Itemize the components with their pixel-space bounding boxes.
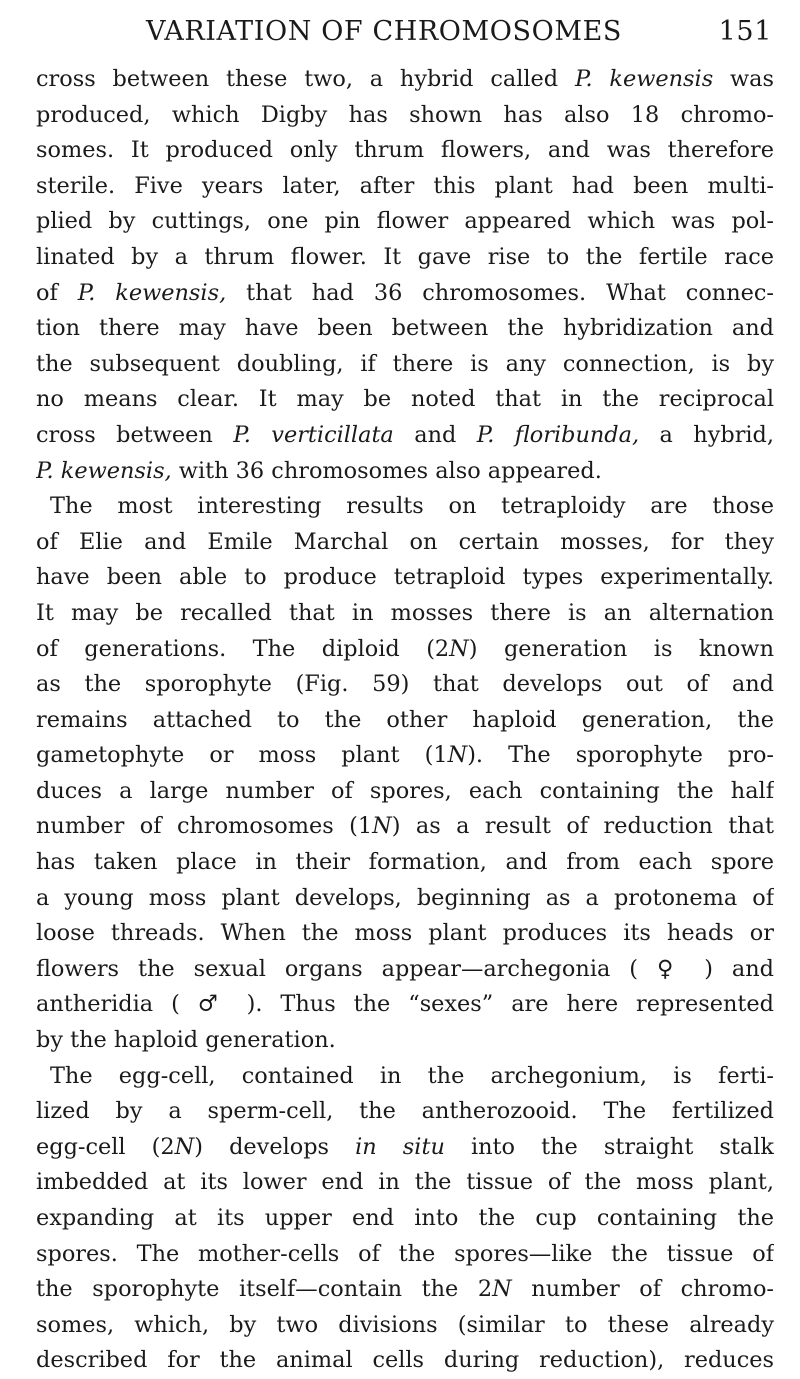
italic-run: P. kewensis: [574, 66, 714, 92]
text-run: spores. The mother-cells of the spores—like the tissue of: [36, 1240, 774, 1267]
text-line: [36, 1343, 774, 1379]
text-run: egg-cell (2: [36, 1133, 175, 1160]
text-line: [36, 1272, 774, 1308]
text-run: The most interesting results on tetraploidy are those: [50, 493, 774, 520]
text-line: [36, 204, 774, 240]
italic-run: N: [449, 635, 469, 662]
italic-run: N: [447, 742, 468, 769]
text-run: by the haploid generation.: [36, 1027, 336, 1054]
text-run: tion there may have been between the hybridization and: [36, 315, 774, 342]
text-run: ). The sporophyte pro-: [467, 742, 774, 769]
text-run: ) generation is known: [468, 635, 774, 662]
text-line: [36, 952, 774, 988]
text-line: [36, 916, 774, 952]
italic-run: N: [372, 813, 392, 840]
page-number: 151: [718, 16, 772, 47]
text-run: imbedded at its lower end in the tissue of the moss plant,: [36, 1169, 774, 1196]
text-run: number of chromo-: [511, 1276, 774, 1303]
text-line: [36, 347, 774, 383]
text-line: [36, 418, 774, 454]
text-run: It may be recalled that in mosses there is an alternation: [36, 599, 774, 626]
italic-run: P. verticillata: [233, 421, 394, 448]
text-run: loose threads. When the moss plant produces its heads or: [36, 920, 774, 947]
text-line: [36, 454, 774, 490]
text-run: The egg-cell, contained in the archegonium, is ferti-: [50, 1062, 774, 1089]
text-run: described for the animal cells during reduction), reduces: [36, 1347, 774, 1374]
text-run: the sporophyte itself—contain the 2: [36, 1276, 493, 1303]
text-line: [36, 774, 774, 810]
text-run: somes, which, by two divisions (similar to these already: [36, 1311, 774, 1338]
text-run: number of chromosomes (1: [36, 813, 373, 840]
text-line: [36, 1165, 774, 1201]
italic-run: P. floribunda,: [476, 421, 640, 448]
italic-run: in situ: [355, 1133, 445, 1160]
text-run: that had 36 chromosomes. What connec-: [226, 279, 774, 306]
text-line: [36, 809, 774, 845]
text-line: [36, 1201, 774, 1237]
text-run: have been able to produce tetraploid types experimentally.: [36, 564, 774, 591]
text-line: [36, 703, 774, 739]
text-line: [36, 881, 774, 917]
text-run: as the sporophyte (Fig. 59) that develops out of and: [36, 671, 774, 698]
text-run: gametophyte or moss plant (1: [36, 742, 448, 769]
text-run: has taken place in their formation, and from each spore: [36, 849, 774, 876]
text-run: cross between: [36, 421, 234, 448]
text-line: [36, 1023, 774, 1059]
text-run: ) develops: [194, 1133, 356, 1160]
text-line: [36, 738, 774, 774]
text-line: [36, 1130, 774, 1166]
text-run: expanding at its upper end into the cup containing the: [36, 1205, 774, 1231]
text-run: plied by cuttings, one pin flower appeared which was pol-: [36, 208, 774, 235]
text-line: [36, 276, 774, 312]
text-run: into the straight stalk: [444, 1133, 774, 1160]
text-run: produced, which Digby has shown has also 18 chromo-: [36, 101, 774, 128]
text-run: of: [36, 279, 78, 306]
text-line: [36, 596, 774, 632]
text-line: [36, 62, 774, 98]
text-line: [36, 382, 774, 418]
running-title: VARIATION OF CHROMOSOMES: [146, 16, 622, 47]
text-line: [36, 311, 774, 347]
text-line: [36, 667, 774, 703]
text-line: [36, 1094, 774, 1130]
text-line: [36, 525, 774, 561]
text-line: [36, 1059, 774, 1095]
text-line: [36, 489, 774, 525]
text-run: sterile. Five years later, after this plant had been multi-: [36, 172, 774, 199]
text-run: remains attached to the other haploid generation, the: [36, 706, 774, 733]
text-run: and: [393, 421, 477, 448]
text-run: was: [713, 66, 774, 92]
text-run: a hybrid,: [639, 421, 774, 448]
text-run: of Elie and Emile Marchal on certain mosses, for they: [36, 528, 774, 555]
text-run: antheridia ( ♂ ). Thus the “sexes” are here represented: [36, 991, 774, 1018]
italic-run: P. kewensis,: [77, 279, 227, 306]
text-line: [36, 1237, 774, 1273]
text-line: [36, 560, 774, 596]
text-line: [36, 1308, 774, 1344]
text-run: somes. It produced only thrum flowers, and was therefore: [36, 137, 774, 164]
text-run: a young moss plant develops, beginning as a protonema of: [36, 884, 774, 911]
text-run: of generations. The diploid (2: [36, 635, 450, 662]
body-text: [36, 62, 774, 1379]
text-line: [36, 240, 774, 276]
text-run: ) as a result of reduction that: [391, 813, 774, 840]
text-run: flowers the sexual organs appear—archegonia ( ♀ ) and: [36, 955, 774, 982]
italic-run: N: [174, 1133, 195, 1160]
text-line: [36, 987, 774, 1023]
text-line: [36, 632, 774, 668]
text-line: [36, 133, 774, 169]
text-run: no means clear. It may be noted that in the reciprocal: [36, 386, 774, 413]
text-run: with 36 chromosomes also appeared.: [171, 457, 602, 484]
text-run: linated by a thrum flower. It gave rise to the fertile race: [36, 243, 774, 270]
text-line: [36, 845, 774, 881]
text-run: cross between these two, a hybrid called: [36, 66, 575, 92]
italic-run: P. kewensis,: [36, 457, 172, 484]
text-run: the subsequent doubling, if there is any connection, is by: [36, 350, 774, 377]
italic-run: N: [492, 1276, 512, 1303]
text-run: lized by a sperm-cell, the antherozooid. The fertilized: [36, 1098, 774, 1125]
running-head: [146, 10, 772, 54]
text-run: duces a large number of spores, each containing the half: [36, 777, 774, 804]
text-line: [36, 98, 774, 134]
text-line: [36, 169, 774, 205]
